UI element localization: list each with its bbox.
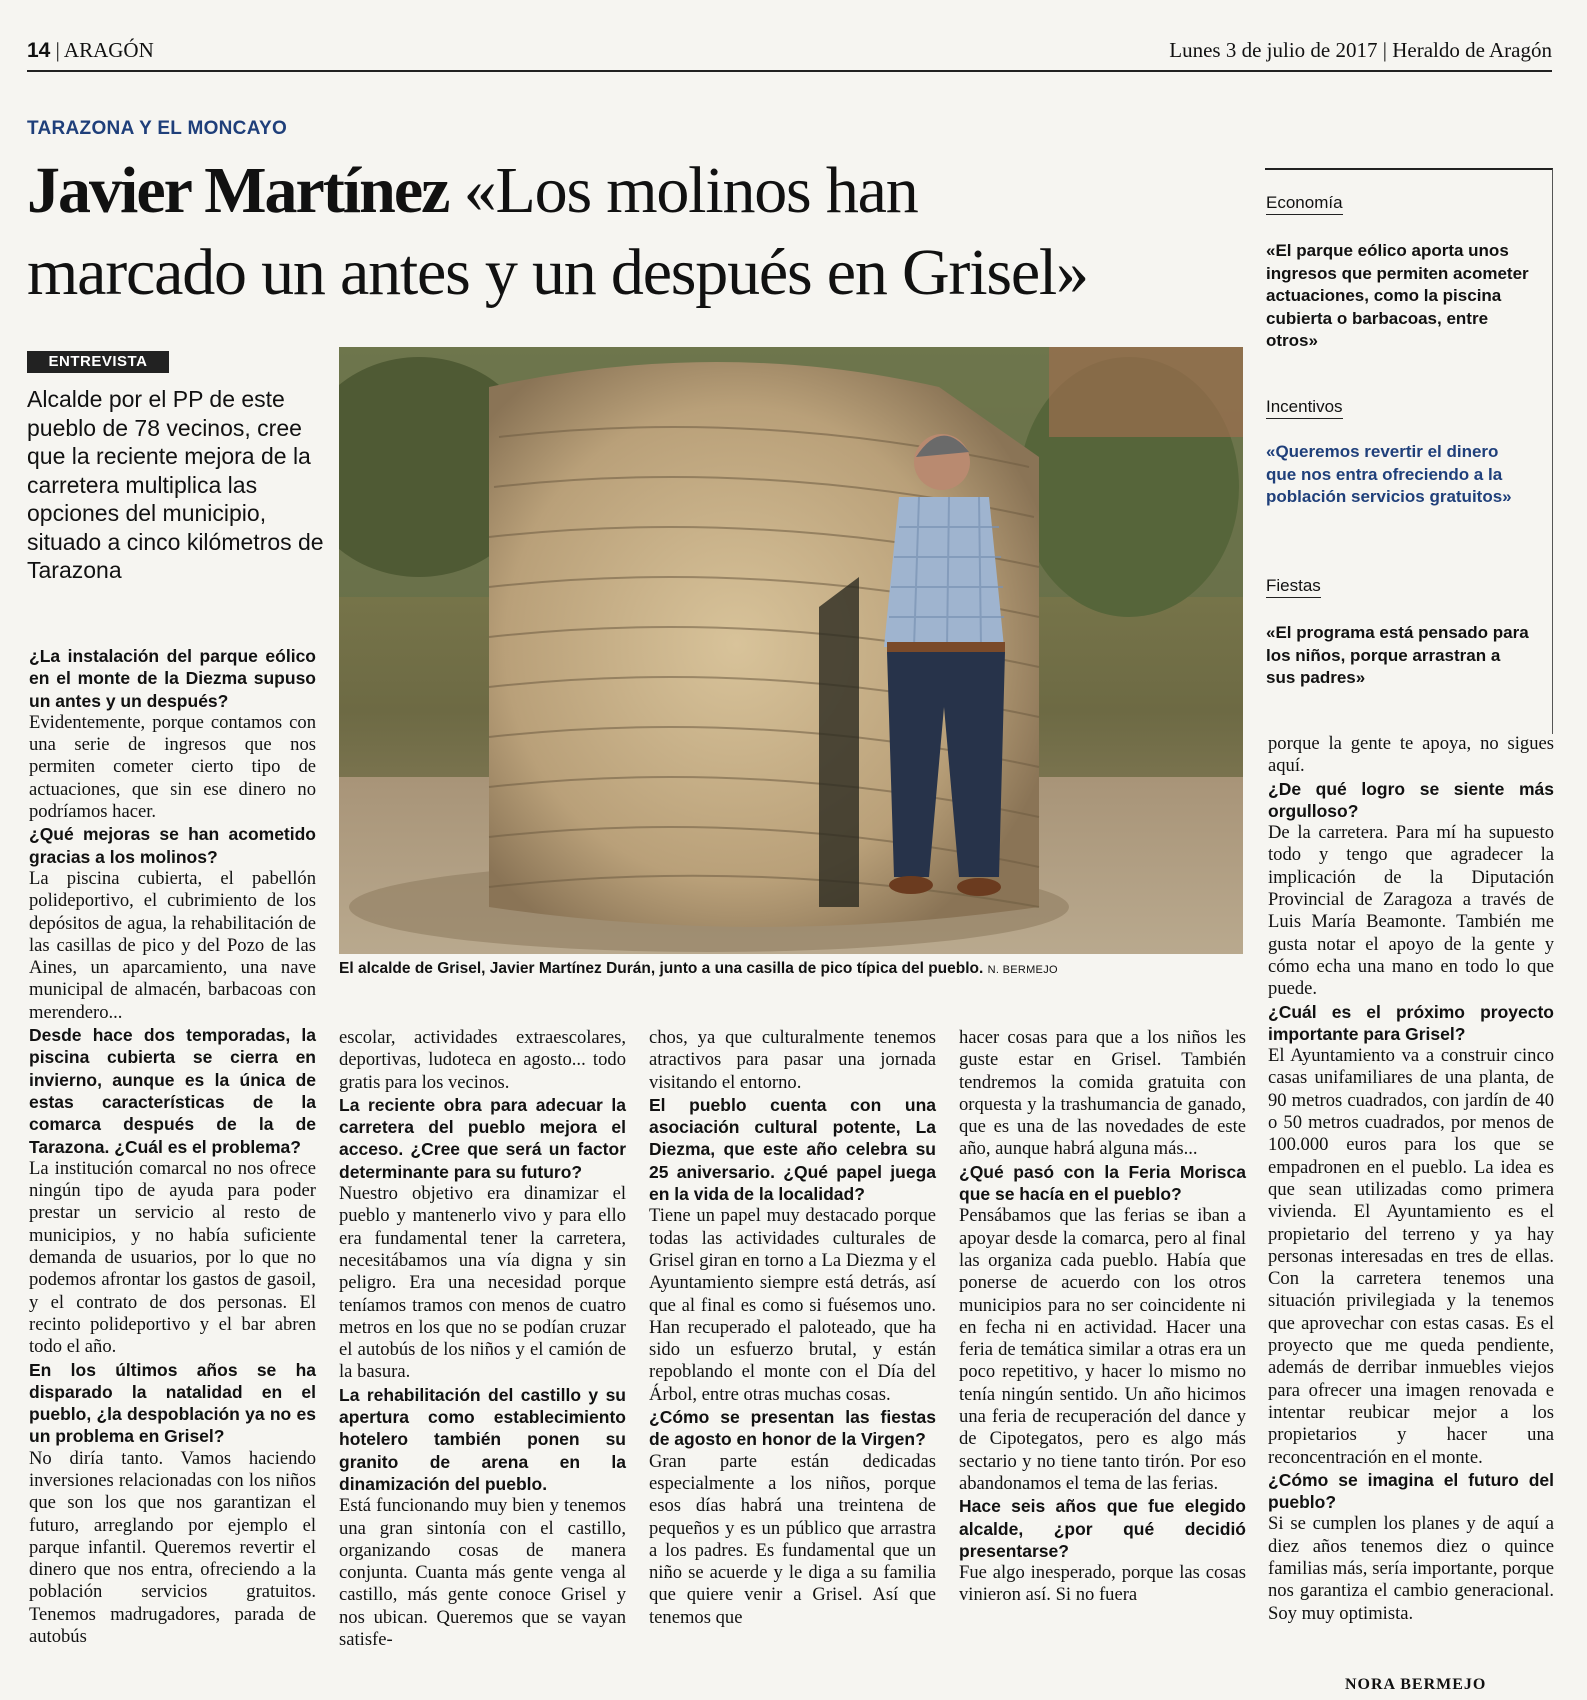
- interview-answer: Gran parte están dedicadas especialmente a los niños, porque esos días habrá una treintena de pequeños y es un público que arrastra a los padres. Es fundamental que un niño se acuerde y le diga a su familia que quiere venir a Grisel. Así que tenemos que: [649, 1450, 936, 1628]
- interview-question: ¿La instalación del parque eólico en el monte de la Diezma supuso un antes y un después?: [29, 646, 316, 711]
- article-photo: [339, 347, 1243, 954]
- page-header-right: [1169, 38, 1552, 63]
- interview-answer: Evidentemente, porque contamos con una serie de ingresos que nos permiten cometer cierto tipo de actuaciones, que sin ese dinero no podríamos hacer.: [29, 711, 316, 823]
- interview-answer: escolar, actividades extraescolares, deportivas, ludoteca en agosto... todo gratis para los vecinos.: [339, 1027, 626, 1093]
- interview-answer: La piscina cubierta, el pabellón polideportivo, el cubrimiento de los depósitos de agua, la rehabilitación de las casillas de pico y del Pozo de las Aines, un aparcamiento, una nave municipal de almacén, barbacoas con merendero...: [29, 867, 316, 1023]
- interview-question: ¿Qué mejoras se han acometido gracias a los molinos?: [29, 824, 316, 867]
- headline-quote-line1: «Los molinos han: [463, 154, 918, 227]
- interview-answer: porque la gente te apoya, no sigues aquí.: [1268, 733, 1554, 777]
- interview-question: ¿Cómo se imagina el futuro del pueblo?: [1268, 1469, 1554, 1513]
- headline: [27, 150, 1257, 314]
- interview-question: La reciente obra para adecuar la carretera del pueblo mejora el acceso. ¿Cree que será un factor determinante para su futuro?: [339, 1094, 626, 1182]
- sidebar-quote-incentivos: «Queremos revertir el dinero que nos entra ofreciendo a la población servicios gratuitos»: [1266, 442, 1512, 506]
- interview-answer: Está funcionando muy bien y tenemos una gran sintonía con el castillo, organizando cosas de manera conjunta. Cuanta más gente venga al castillo, más gente conoce Grisel y nos ubican. Queremos que se vayan satisfe-: [339, 1495, 626, 1651]
- interview-question: ¿De qué logro se siente más orgulloso?: [1268, 778, 1554, 821]
- interview-question: La rehabilitación del castillo y su apertura como establecimiento hotelero también ponen su granito de arena en la dinamización del pueblo.: [339, 1384, 626, 1494]
- interview-question: ¿Qué pasó con la Feria Morisca que se hacía en el pueblo?: [959, 1161, 1246, 1205]
- page-header-left: [27, 38, 154, 63]
- interview-answer: De la carretera. Para mí ha supuesto todo y tengo que agradecer la implicación de la Diputación Provincial de Zaragoza a través de Luis María Beamonte. También me gusta notar el apoyo de la gente y cómo echa una mano en todo lo que puede.: [1268, 822, 1554, 1000]
- sidebar-title-economia: Economía: [1266, 193, 1343, 215]
- body-column-5: [1268, 733, 1554, 1625]
- interview-badge: ENTREVISTA: [27, 351, 169, 373]
- sidebar-title-fiestas: Fiestas: [1266, 576, 1321, 598]
- byline: NORA BERMEJO: [1345, 1676, 1487, 1693]
- photo-illustration: [339, 347, 1243, 954]
- body-column-1: [29, 645, 316, 1648]
- header-separator: |: [55, 38, 64, 62]
- lead-paragraph: Alcalde por el PP de este pueblo de 78 vecinos, cree que la reciente mejora de la carretera multiplica las opciones del municipio, situado a cinco kilómetros de Tarazona: [27, 386, 324, 583]
- sidebar-title-incentivos: Incentivos: [1266, 397, 1343, 419]
- interview-answer: Fue algo inesperado, porque las cosas vinieron así. Si no fuera: [959, 1562, 1246, 1606]
- body-column-3: [649, 1027, 936, 1629]
- interview-question: El pueblo cuenta con una asociación cultural potente, La Diezma, que este año celebra su 25 aniversario. ¿Qué papel juega en la vida de la localidad?: [649, 1094, 936, 1205]
- interview-answer: Nuestro objetivo era dinamizar el pueblo y mantenerlo vivo y para ello era fundamental tener la carretera, necesitábamos una vía digna y sin peligro. Era una necesidad porque teníamos tramos con menos de cuatro metros en los que no se podían cruzar el autobús de los niños y el camión de la basura.: [339, 1183, 626, 1383]
- caption-text: El alcalde de Grisel, Javier Martínez Durán, junto a una casilla de pico típica del pueblo.: [339, 960, 984, 977]
- interview-answer: Tiene un papel muy destacado porque todas las actividades culturales de Grisel giran en torno a La Diezma y el Ayuntamiento siempre está detrás, así que al final es como si fuésemos uno. Han recuperado el paloteado, que ha sido un esfuerzo brutal, y están repoblando el monte con el Día del Árbol, entre otras muchas cosas.: [649, 1205, 936, 1405]
- interview-question: En los últimos años se ha disparado la natalidad en el pueblo, ¿la despoblación ya no es un problema en Grisel?: [29, 1359, 316, 1447]
- sidebar-quote-economia: «El parque eólico aporta unos ingresos que permiten acometer actuaciones, como la piscina cubierta o barbacoas, entre otros»: [1266, 241, 1529, 350]
- issue-date: Lunes 3 de julio de 2017: [1169, 38, 1378, 62]
- interview-answer: Pensábamos que las ferias se iban a apoyar desde la comarca, pero al final las organiza cada pueblo. Había que ponerse de acuerdo con los otros municipios para no ser coincidente ni en fecha ni en actividad. Hacer una feria de temática similar a otras era un poco repetitivo, y hacer lo mismo no tenía ningún sentido. Un año hicimos una feria de recuperación del dance y de Cipotegatos, pero es algo más sectario y no tiene tanto tirón. Por eso abandonamos el tema de las ferias.: [959, 1205, 1246, 1494]
- section-name: ARAGÓN: [63, 38, 154, 62]
- page-number: 14: [27, 39, 51, 62]
- newspaper-name: Heraldo de Aragón: [1392, 38, 1552, 62]
- interview-question: Hace seis años que fue elegido alcalde, ¿por qué decidió presentarse?: [959, 1496, 1246, 1561]
- interview-answer: hacer cosas para que a los niños les guste estar en Grisel. También tendremos la comida gratuita con orquesta y la trashumancia de ganado, que es una de las novedades de este año, aunque habrá alguna más...: [959, 1027, 1246, 1160]
- interview-answer: La institución comarcal no nos ofrece ningún tipo de ayuda para poder prestar un servicio al resto de municipios, y no había suficiente demanda de usuarios, por lo que no podemos afrontar los gastos de gasoil, y el contrato de dos personas. El recinto polideportivo y el bar abren todo el año.: [29, 1157, 316, 1358]
- interview-question: ¿Cuál es el próximo proyecto importante para Grisel?: [1268, 1001, 1554, 1044]
- headline-name: Javier Martínez: [27, 154, 449, 227]
- section-label: TARAZONA Y EL MONCAYO: [27, 118, 288, 139]
- body-column-4: [959, 1027, 1246, 1607]
- photo-caption: [339, 960, 1243, 978]
- interview-answer: El Ayuntamiento va a construir cinco casas unifamiliares de una planta, de 90 metros cuadrados, con jardín de 40 o 50 metros cuadrados, por menos de 100.000 euros para los que se empadronen en el pueblo. La idea es que sean utilizadas como primera vivienda. El Ayuntamiento es el propietario del terreno y ya hay personas interesadas en tres de ellas. Con la carretera tenemos una situación privilegiada y la tenemos que aprovechar con estas casas. Es el proyecto que me queda pendiente, además de derribar inmuebles viejos para ofrecer una imagen renovada e intentar reubicar mejor a los propietarios y hacer una reconcentración en el monte.: [1268, 1045, 1554, 1468]
- body-column-2: [339, 1027, 626, 1651]
- interview-answer: Si se cumplen los planes y de aquí a diez años tenemos diez o quince familias más, sería importante, porque nos garantiza el cambio generacional. Soy muy optimista.: [1268, 1513, 1554, 1624]
- header-rule: [27, 70, 1552, 72]
- headline-quote-line2: marcado un antes y un después en Grisel»: [27, 236, 1088, 309]
- interview-answer: No diría tanto. Vamos haciendo inversiones relacionadas con los niños que son los que nos garantizan el futuro, arreglando por ejemplo el parque infantil. Queremos revertir el dinero que nos entra, ofreciendo a la población servicios gratuitos. Tenemos madrugadores, parada de autobús: [29, 1447, 316, 1648]
- interview-question: Desde hace dos temporadas, la piscina cubierta se cierra en invierno, aunque es la única de estas características de la comarca después de la de Tarazona. ¿Cuál es el problema?: [29, 1025, 316, 1157]
- interview-question: ¿Cómo se presentan las fiestas de agosto en honor de la Virgen?: [649, 1407, 936, 1450]
- photo-credit: N. BERMEJO: [987, 964, 1058, 976]
- sidebar-quote-fiestas: «El programa está pensado para los niños, porque arrastran a sus padres»: [1266, 623, 1529, 687]
- header-separator: |: [1382, 38, 1393, 62]
- interview-answer: chos, ya que culturalmente tenemos atractivos para pasar una jornada visitando el entorno.: [649, 1027, 936, 1093]
